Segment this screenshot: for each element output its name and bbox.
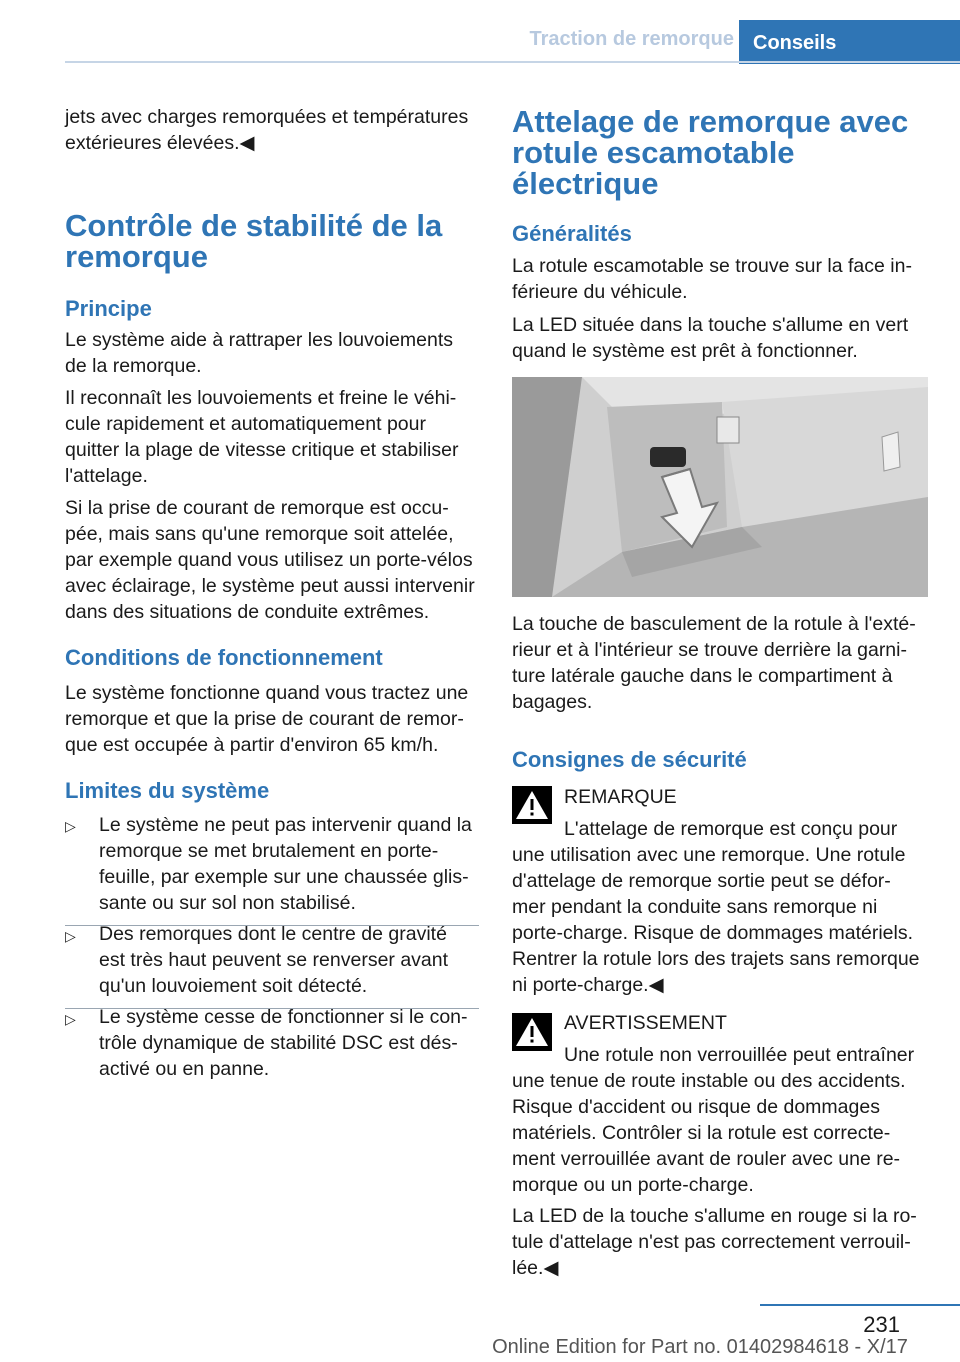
limites-item-2-line: qu'un louvoiement soit détecté.: [99, 975, 368, 997]
warning-1-line: Rentrer la rotule lors des trajets sans remorque: [512, 948, 920, 970]
principe-p1-line: Le système aide à rattraper les louvoiements: [65, 329, 454, 351]
generalites-line: La rotule escamotable se trouve sur la face in‐: [512, 255, 912, 277]
warning-1-line: L'attelage de remorque est conçu pour: [564, 818, 898, 840]
intro-line-1: jets avec charges remorquées et températures: [65, 106, 469, 128]
warning-1-line: porte-charge. Risque de dommages matériels.: [512, 922, 914, 944]
generalites-line: La LED située dans la touche s'allume en vert: [512, 314, 909, 336]
limites-item-3-line: trôle dynamique de stabilité DSC est dés‐: [99, 1032, 458, 1054]
header-rule: [65, 61, 960, 63]
limites-item-3-line: activé ou en panne.: [99, 1058, 270, 1080]
photo-caption-line: ture latérale gauche dans le compartiment à: [512, 665, 893, 687]
warning-2-line: Une rotule non verrouillée peut entraîner: [564, 1044, 915, 1066]
heading-limites: Limites du système: [65, 778, 270, 803]
limites-item-2-line: Des remorques dont le centre de gravité: [99, 923, 447, 945]
warning-triangle-icon: [512, 1013, 552, 1051]
photo-caption-line: La touche de basculement de la rotule à l'exté‐: [512, 613, 916, 635]
limites-item-1-line: feuille, par exemple sur une chaussée glis‐: [99, 866, 469, 888]
trunk-photo: [512, 377, 928, 597]
led-paragraph-line: La LED de la touche s'allume en rouge si la ro‐: [512, 1205, 917, 1227]
heading-generalites: Généralités: [512, 221, 632, 246]
trunk-illustration: [512, 377, 928, 597]
limites-item-2-line: est très haut peuvent se renverser avant: [99, 949, 449, 971]
principe-p3-line: dans des situations de conduite extrêmes.: [65, 601, 430, 623]
warning-1-line: d'attelage de remorque sortie peut se défor‐: [512, 870, 891, 892]
warning-2-label: AVERTISSEMENT: [564, 1012, 727, 1034]
photo-caption-line: bagages.: [512, 691, 593, 713]
warning-2-line: Risque d'accident ou risque de dommages: [512, 1096, 880, 1118]
footer-edition: Online Edition for Part no. 01402984618 - X/17: [492, 1336, 908, 1358]
principe-p3-line: par exemple quand vous utilisez un porte-vélos: [65, 549, 473, 571]
principe-p3-line: pée, mais sans qu'une remorque soit attelée,: [65, 523, 454, 545]
principe-p3-line: Si la prise de courant de remorque est occu‐: [65, 497, 449, 519]
conditions-line: remorque et que la prise de courant de remor‐: [65, 708, 464, 730]
header-section-title: Traction de remorque: [529, 28, 734, 50]
heading-stabilite-line-2: remorque: [65, 239, 208, 274]
limites-item-1-line: sante ou sur sol non stabilisé.: [99, 892, 356, 914]
warning-1-label: REMARQUE: [564, 786, 677, 808]
principe-p3-line: avec éclairage, le système peut aussi intervenir: [65, 575, 475, 597]
principe-p2-line: l'attelage.: [65, 465, 148, 487]
limites-item-1-line: Le système ne peut pas intervenir quand la: [99, 814, 472, 836]
warning-1-line: une utilisation avec une remorque. Une rotule: [512, 844, 906, 866]
heading-consignes: Consignes de sécurité: [512, 747, 747, 772]
limites-item-1-line: remorque se met brutalement en porte-: [99, 840, 439, 862]
heading-attelage-line-3: électrique: [512, 166, 659, 201]
principe-p2-line: quitter la plage de vitesse critique et stabiliser: [65, 439, 459, 461]
warning-1-line: mer pendant la conduite sans remorque ni: [512, 896, 878, 918]
intro-line-2: extérieures élevées.◀: [65, 132, 255, 154]
warning-2-line: morque ou un porte-charge.: [512, 1174, 754, 1196]
warning-triangle-icon: [512, 786, 552, 824]
limites-item-3-line: Le système cesse de fonctionner si le con‐: [99, 1006, 468, 1028]
principe-p2-line: cule rapidement et automatiquement pour: [65, 413, 426, 435]
footer-rule: [760, 1304, 960, 1306]
generalites-line: férieure du véhicule.: [512, 281, 688, 303]
principe-p2-line: Il reconnaît les louvoiements et freine le véhi‐: [65, 387, 457, 409]
page-number: 231: [863, 1312, 900, 1337]
heading-attelage-line-1: Attelage de remorque avec: [512, 104, 909, 139]
heading-stabilite-line-1: Contrôle de stabilité de la: [65, 208, 443, 243]
warning-2-line: ment verrouillée avant de rouler avec une re‐: [512, 1148, 901, 1170]
bullet-triangle-icon: ▷: [65, 818, 76, 834]
heading-attelage-line-2: rotule escamotable: [512, 135, 795, 170]
heading-conditions: Conditions de fonctionnement: [65, 645, 383, 670]
bullet-triangle-icon: ▷: [65, 1011, 76, 1027]
photo-caption-line: rieur et à l'intérieur se trouve derrière la garni‐: [512, 639, 907, 661]
heading-principe: Principe: [65, 296, 152, 321]
led-paragraph-line: lée.◀: [512, 1257, 559, 1279]
conditions-line: que est occupée à partir d'environ 65 km/h.: [65, 734, 439, 756]
principe-p1-line: de la remorque.: [65, 355, 202, 377]
warning-1-line: ni porte-charge.◀: [512, 974, 664, 996]
generalites-line: quand le système est prêt à fonctionner.: [512, 340, 858, 362]
header-tab-conseils: Conseils: [739, 20, 960, 64]
bullet-triangle-icon: ▷: [65, 928, 76, 944]
warning-2-line: matériels. Contrôler si la rotule est correcte‐: [512, 1122, 891, 1144]
conditions-line: Le système fonctionne quand vous tractez une: [65, 682, 469, 704]
warning-2-line: une tenue de route instable ou des accidents.: [512, 1070, 906, 1092]
led-paragraph-line: tule d'attelage n'est pas correctement verrouil‐: [512, 1231, 911, 1253]
